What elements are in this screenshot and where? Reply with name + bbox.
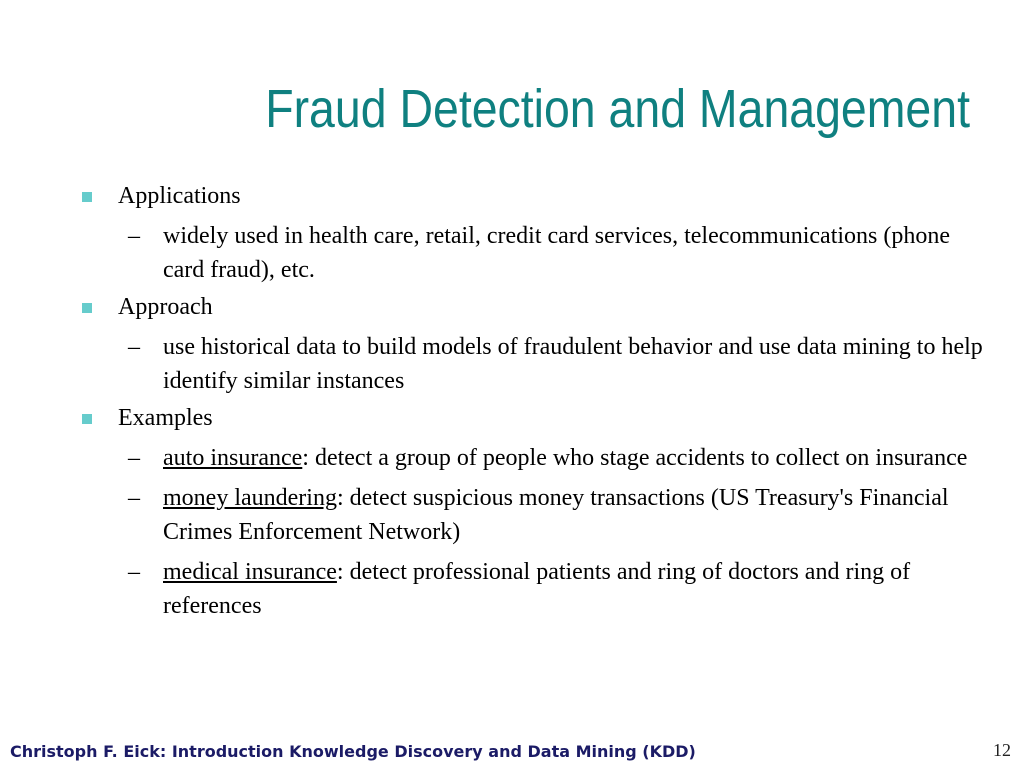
sub-item-money-laundering [80, 481, 990, 549]
bullet-label: Examples [118, 405, 213, 431]
sub-item-text: use historical data to build models of fraudulent behavior and use data mining to help identify similar instances [163, 334, 983, 394]
sub-item-text: widely used in health care, retail, credit card services, telecommunications (phone card fraud), etc. [163, 223, 951, 283]
sub-item-medical-insurance [80, 555, 990, 623]
dash-bullet-icon: – [128, 223, 140, 249]
sub-item-approach [80, 330, 990, 398]
slide-footer: Christoph F. Eick: Introduction Knowledge Discovery and Data Mining (KDD) [10, 742, 696, 761]
term-money-laundering: money laundering [163, 485, 337, 511]
sub-item-text: : detect suspicious money transactions (US Treasury's Financial Crimes Enforcement Network) [163, 485, 949, 545]
term-auto-insurance: auto insurance [163, 445, 303, 471]
square-bullet-icon [82, 414, 92, 424]
term-medical-insurance: medical insurance [163, 559, 337, 585]
bullet-applications [80, 179, 990, 213]
bullet-label: Approach [118, 294, 213, 320]
sub-item-applications [80, 219, 990, 287]
square-bullet-icon [82, 303, 92, 313]
sub-item-text: : detect a group of people who stage accidents to collect on insurance [302, 445, 968, 471]
bullet-examples [80, 401, 990, 435]
square-bullet-icon [82, 192, 92, 202]
slide-title: Fraud Detection and Management [265, 79, 970, 139]
bullet-approach [80, 290, 990, 324]
dash-bullet-icon: – [128, 559, 140, 585]
slide-body [80, 176, 990, 623]
dash-bullet-icon: – [128, 485, 140, 511]
sub-item-text: : detect professional patients and ring of doctors and ring of references [163, 559, 911, 619]
dash-bullet-icon: – [128, 334, 140, 360]
sub-item-auto-insurance [80, 441, 990, 475]
dash-bullet-icon: – [128, 445, 140, 471]
bullet-label: Applications [118, 183, 241, 209]
page-number: 12 [993, 740, 1011, 760]
